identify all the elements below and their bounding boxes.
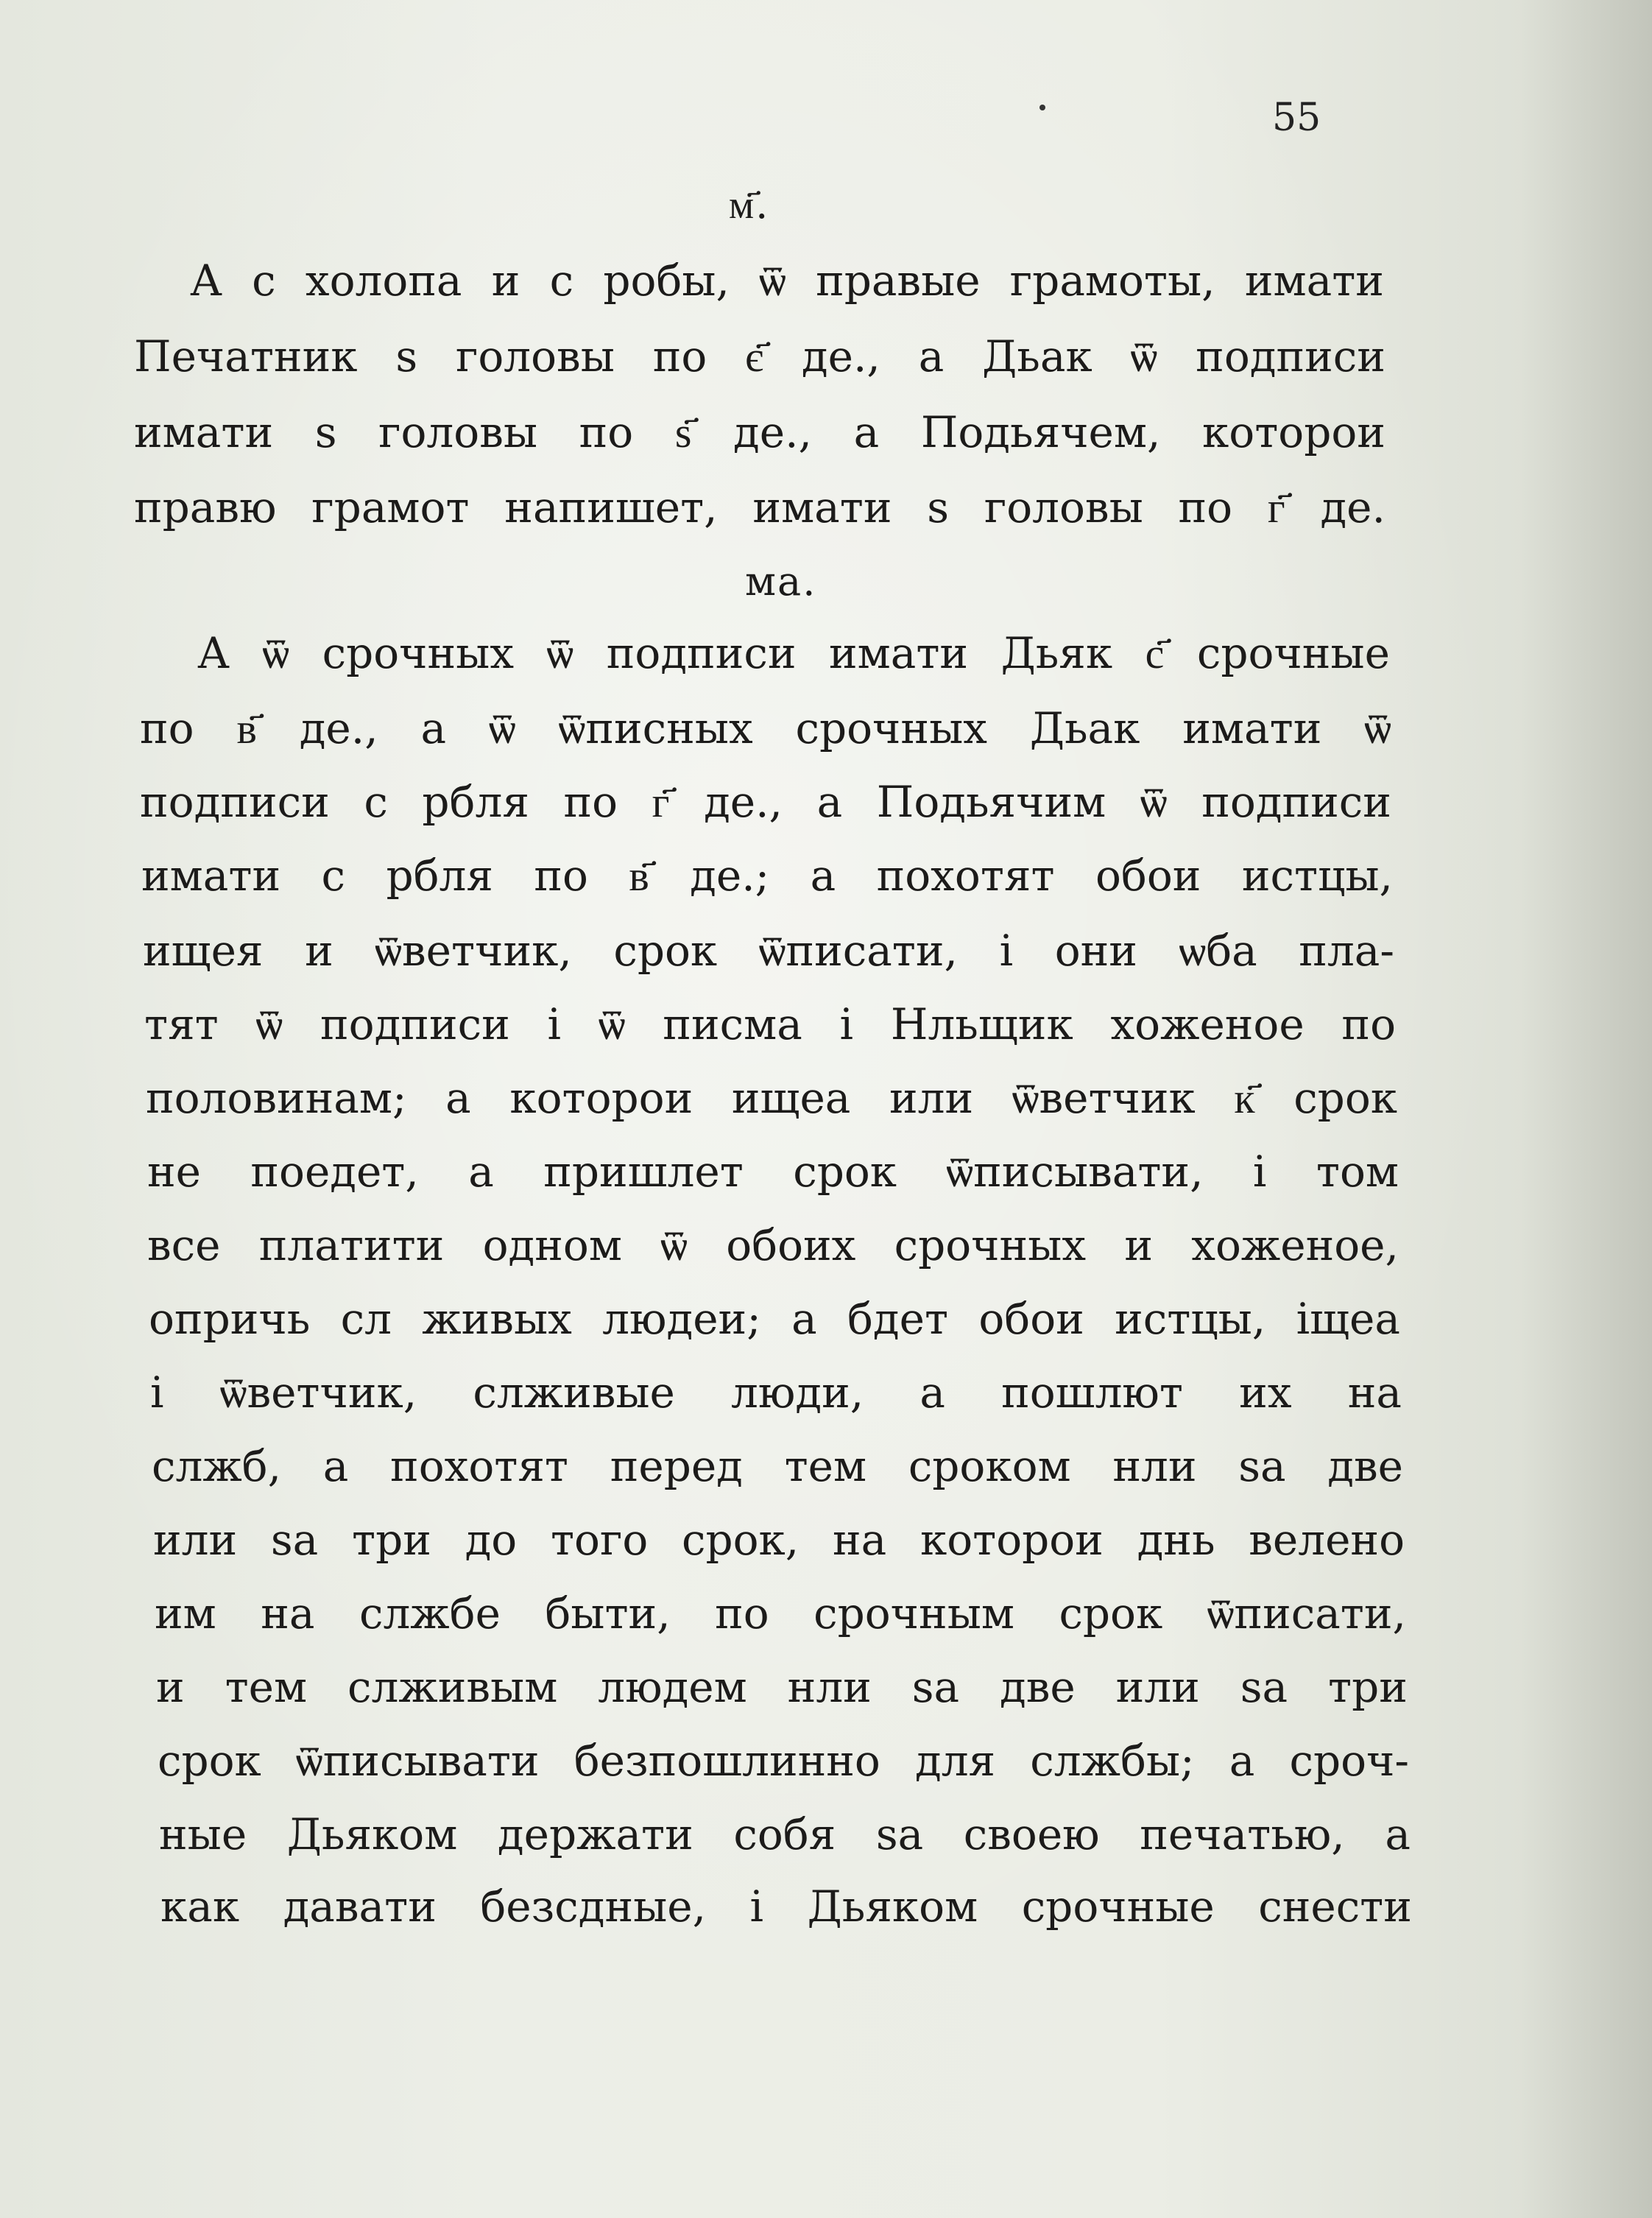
word: ѿ — [660, 1220, 688, 1270]
word: подписи — [606, 628, 797, 678]
text-line — [141, 851, 1393, 901]
word: де. — [1320, 482, 1386, 532]
word: том — [1316, 1147, 1399, 1197]
word: ѿветчик — [1012, 1073, 1196, 1123]
word: ѡба — [1179, 926, 1257, 976]
word: а — [322, 1441, 349, 1491]
word: снести — [1258, 1881, 1412, 1932]
text-line — [149, 1294, 1400, 1344]
word: собя — [733, 1809, 836, 1859]
word: ѕ — [314, 407, 337, 457]
text-line — [147, 1147, 1399, 1197]
word: Дьак — [1029, 703, 1140, 753]
word: а — [791, 1294, 817, 1344]
word: того — [550, 1515, 649, 1565]
word: бдет — [847, 1294, 949, 1344]
word: Подьячим — [876, 777, 1106, 827]
word: обои — [1095, 851, 1201, 901]
word: ищеа — [731, 1073, 851, 1123]
word: истцы, — [1115, 1294, 1266, 1344]
word: по — [563, 777, 618, 827]
word: слжб, — [152, 1441, 282, 1491]
word: по — [140, 703, 194, 753]
text-line — [155, 1588, 1406, 1638]
word: к҃ — [1234, 1073, 1255, 1123]
word: хоженое, — [1191, 1220, 1399, 1270]
word: і — [999, 926, 1014, 976]
word: сроч- — [1289, 1736, 1409, 1786]
word: г҃ — [652, 777, 670, 827]
word: людем — [598, 1662, 747, 1712]
word: имати — [828, 628, 969, 678]
word: с҃ — [1145, 628, 1165, 678]
word: по — [1341, 999, 1396, 1049]
word: которои — [919, 1515, 1104, 1565]
word: давати — [283, 1881, 437, 1932]
word: грамоты, — [1009, 256, 1215, 306]
word: слживым — [347, 1662, 558, 1712]
word: срочным — [813, 1588, 1014, 1638]
word: срок — [1293, 1073, 1397, 1123]
word: хоженое — [1110, 999, 1305, 1049]
text-line — [150, 1367, 1402, 1418]
word: а — [816, 777, 843, 827]
word: тем — [784, 1441, 867, 1491]
word: Подьячем, — [920, 407, 1161, 457]
word: днь — [1137, 1515, 1215, 1565]
word: не — [147, 1147, 201, 1197]
word: а — [1229, 1736, 1255, 1786]
section-number: м҃. — [729, 181, 770, 228]
word: с — [364, 777, 388, 827]
word: правю — [134, 482, 277, 532]
word: срок — [1059, 1588, 1163, 1638]
word: и — [491, 256, 520, 306]
word: Дьак — [982, 331, 1092, 381]
word: г҃ — [1267, 482, 1285, 532]
text-line — [147, 1220, 1399, 1270]
word: Дьяком — [286, 1809, 458, 1859]
word: которои — [509, 1073, 693, 1123]
word: холопа — [305, 256, 462, 306]
word: а — [445, 1073, 471, 1123]
word: по — [715, 1588, 769, 1638]
word: А — [190, 256, 222, 306]
text-line — [197, 628, 1390, 678]
word: или — [153, 1515, 238, 1565]
word: А — [197, 628, 230, 678]
word: по — [534, 851, 588, 901]
word: срок — [613, 926, 718, 976]
word: ѿ — [1364, 703, 1391, 753]
word: слживые — [473, 1367, 675, 1418]
word: похотят — [876, 851, 1055, 901]
text-line — [160, 1881, 1412, 1932]
word: робы, — [603, 256, 730, 306]
word: срочных — [795, 703, 987, 753]
word: имати — [752, 482, 892, 532]
word: или — [889, 1073, 974, 1123]
word: ѿветчик, — [219, 1367, 417, 1418]
word: ѿ — [598, 999, 626, 1049]
word: по — [652, 331, 707, 381]
word: ѿписывати, — [946, 1147, 1204, 1197]
ink-speck — [1039, 105, 1045, 110]
word: поедет, — [250, 1147, 419, 1197]
word: срок — [793, 1147, 897, 1197]
text-line — [146, 1073, 1397, 1123]
word: половинам; — [146, 1073, 407, 1123]
text-line — [152, 1441, 1403, 1491]
word: имати — [141, 851, 281, 901]
word: пла- — [1299, 926, 1394, 976]
word: і — [749, 1881, 764, 1932]
word: имати — [134, 407, 274, 457]
word: своею — [963, 1809, 1100, 1859]
word: как — [160, 1881, 240, 1932]
word: де., — [733, 407, 812, 457]
word: ѕа — [1238, 1441, 1286, 1491]
word: є҃ — [745, 331, 764, 381]
text-line — [134, 407, 1386, 457]
word: две — [1000, 1662, 1076, 1712]
word: подписи — [320, 999, 510, 1049]
word: обои — [978, 1294, 1084, 1344]
word: рбля — [386, 851, 493, 901]
word: им — [155, 1588, 216, 1638]
word: безпошлинно — [573, 1736, 880, 1786]
word: в҃ — [236, 703, 257, 753]
word: де., — [801, 331, 880, 381]
word: ѕа — [1240, 1662, 1288, 1712]
text-line — [134, 482, 1386, 532]
word: которои — [1202, 407, 1386, 457]
word: людеи; — [602, 1294, 761, 1344]
text-line — [190, 256, 1384, 306]
word: Печатник — [134, 331, 358, 381]
word: или — [1115, 1662, 1200, 1712]
word: тем — [225, 1662, 308, 1712]
word: де.; — [690, 851, 770, 901]
word: де., — [299, 703, 378, 753]
word: по — [1178, 482, 1233, 532]
word: срок — [158, 1736, 261, 1786]
word: ищея — [143, 926, 264, 976]
word: ѕ — [927, 482, 950, 532]
text-line — [144, 999, 1396, 1049]
word: слжбе — [359, 1588, 501, 1638]
word: они — [1054, 926, 1137, 976]
word: две — [1327, 1441, 1403, 1491]
word: пришлет — [543, 1147, 744, 1197]
word: ѿ — [488, 703, 516, 753]
word: нли — [787, 1662, 872, 1712]
word: сл — [340, 1294, 392, 1344]
word: платити — [258, 1220, 445, 1270]
word: держати — [497, 1809, 693, 1859]
word: а — [919, 1367, 945, 1418]
word: с — [252, 256, 276, 306]
word: де., — [704, 777, 783, 827]
text-line — [140, 777, 1391, 827]
word: до — [465, 1515, 518, 1565]
word: ѿветчик, — [375, 926, 572, 976]
word: і — [1252, 1147, 1267, 1197]
page-edge-shadow — [1519, 0, 1652, 2218]
word: живых — [422, 1294, 572, 1344]
word: писма — [663, 999, 802, 1049]
word: пошлют — [1001, 1367, 1184, 1418]
word: головы — [984, 482, 1143, 532]
text-line — [153, 1515, 1405, 1565]
word: і — [547, 999, 562, 1049]
word: ѿписати, — [758, 926, 958, 976]
word: с — [321, 851, 346, 901]
word: ѿ — [1140, 777, 1168, 827]
word: срочные — [1196, 628, 1390, 678]
word: подписи — [140, 777, 330, 827]
word: ѿ — [546, 628, 574, 678]
word: опричь — [149, 1294, 311, 1344]
word: ѕа — [875, 1809, 924, 1859]
text-line — [159, 1809, 1411, 1859]
word: а — [1385, 1809, 1411, 1859]
word: по — [579, 407, 634, 457]
word: ѿ — [255, 999, 283, 1049]
word: а — [468, 1147, 494, 1197]
word: и — [1124, 1220, 1153, 1270]
word: слжбы; — [1030, 1736, 1195, 1786]
word: люди, — [731, 1367, 864, 1418]
page-number: 55 — [1272, 96, 1321, 140]
word: а — [853, 407, 880, 457]
word: і — [150, 1367, 164, 1418]
word: похотят — [390, 1441, 569, 1491]
word: ѿписывати — [295, 1736, 540, 1786]
word: велено — [1249, 1515, 1405, 1565]
word: безсдные, — [480, 1881, 707, 1932]
text-line — [143, 926, 1394, 976]
word: быти, — [545, 1588, 671, 1638]
word: имати — [1182, 703, 1322, 753]
word: имати — [1244, 256, 1384, 306]
word: срок, — [682, 1515, 799, 1565]
word: их — [1239, 1367, 1292, 1418]
text-line — [134, 331, 1386, 381]
word: ѕ҃ — [674, 407, 692, 457]
word: и — [305, 926, 333, 976]
word: правые — [816, 256, 981, 306]
word: ные — [159, 1809, 247, 1859]
word: для — [915, 1736, 996, 1786]
word: ѿписных — [558, 703, 753, 753]
word: ѿ — [759, 256, 786, 306]
word: головы — [378, 407, 538, 457]
word: а — [918, 331, 945, 381]
word: головы — [455, 331, 615, 381]
word: истцы, — [1241, 851, 1393, 901]
text-line — [158, 1736, 1409, 1786]
word: ѿписати, — [1207, 1588, 1406, 1638]
word: іщеа — [1296, 1294, 1400, 1344]
word: а — [420, 703, 447, 753]
word: рбля — [422, 777, 529, 827]
word: на — [1347, 1367, 1402, 1418]
text-line — [140, 703, 1391, 753]
word: срочных — [322, 628, 515, 678]
word: подписи — [1196, 331, 1386, 381]
word: три — [1328, 1662, 1408, 1712]
word: срочные — [1021, 1881, 1215, 1932]
word: на — [261, 1588, 315, 1638]
word: грамот — [311, 482, 470, 532]
word: ѕ — [395, 331, 418, 381]
word: на — [832, 1515, 887, 1565]
word: а — [810, 851, 836, 901]
word: ѿ — [1130, 331, 1158, 381]
word: перед — [610, 1441, 743, 1491]
word: ѕа — [911, 1662, 960, 1712]
word: с — [549, 256, 574, 306]
word: в҃ — [629, 851, 649, 901]
text-line — [156, 1662, 1408, 1712]
word: срочных — [894, 1220, 1087, 1270]
word: все — [147, 1220, 221, 1270]
word: сроком — [908, 1441, 1071, 1491]
word: напишет, — [504, 482, 718, 532]
word: и — [156, 1662, 185, 1712]
word: Дьяком — [807, 1881, 978, 1932]
word: тят — [144, 999, 219, 1049]
word: нли — [1112, 1441, 1197, 1491]
word: подписи — [1201, 777, 1391, 827]
word: печатью, — [1140, 1809, 1345, 1859]
word: обоих — [726, 1220, 856, 1270]
word: ѕа — [270, 1515, 319, 1565]
word: три — [351, 1515, 431, 1565]
word: одном — [482, 1220, 622, 1270]
word: Дьяк — [1000, 628, 1113, 678]
word: ѿ — [262, 628, 290, 678]
section-number: ма. — [745, 558, 817, 605]
word: і — [839, 999, 854, 1049]
word: Нльщик — [890, 999, 1073, 1049]
